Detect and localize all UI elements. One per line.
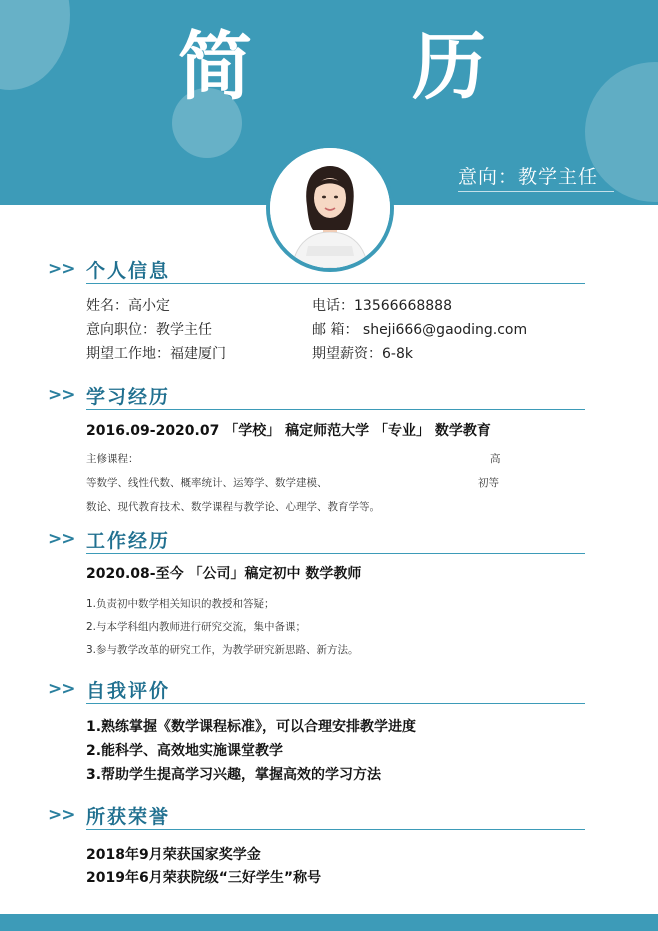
profile-photo [266, 144, 394, 272]
section-title: 所获荣誉 [86, 806, 171, 828]
work-item: 2.与本学科组内教师进行研究交流，集中备课； [86, 621, 307, 633]
self-eval-item: 1.熟练掌握《数学课程标准》，可以合理安排教学进度 [86, 719, 417, 735]
courses-label: 主修课程： [86, 453, 139, 465]
work-item: 1.负责初中数学相关知识的教授和答疑； [86, 598, 275, 610]
section-education [48, 382, 585, 410]
person-avatar-icon [270, 148, 390, 268]
footer-bar [0, 914, 658, 931]
section-divider [86, 409, 585, 410]
work-headline: 2020.08-至今 「公司」稿定初中 数学教师 [86, 566, 362, 582]
name-field: 姓名：高小定 [86, 298, 170, 314]
courses-side-text: 初等 [478, 477, 499, 489]
resume-title-char-1: 简 [178, 24, 252, 110]
salary-field: 期望薪资：6-8k [312, 346, 413, 362]
job-intent: 意向：教学主任 [458, 166, 599, 188]
decor-circle [0, 0, 70, 90]
self-eval-item: 2.能科学、高效地实施课堂教学 [86, 743, 284, 759]
section-honors [48, 802, 585, 830]
section-divider [86, 703, 585, 704]
resume-title-char-2: 历 [412, 24, 486, 110]
chevron-double-right-icon: >> [48, 529, 75, 549]
section-personal-info [48, 256, 585, 284]
phone-field: 电话：13566668888 [312, 298, 452, 314]
section-work [48, 526, 585, 554]
position-field: 意向职位：教学主任 [86, 322, 212, 338]
intent-underline [458, 191, 614, 192]
honor-item: 2019年6月荣获院级“三好学生”称号 [86, 870, 322, 886]
courses-line: 等数学、线性代数、概率统计、运筹学、数学建模、 [86, 477, 328, 489]
work-item: 3.参与教学改革的研究工作，为教学研究新思路、新方法。 [86, 644, 359, 656]
courses-side-text: 高 [490, 453, 501, 465]
section-title: 个人信息 [86, 260, 171, 282]
chevron-double-right-icon: >> [48, 385, 75, 405]
chevron-double-right-icon: >> [48, 679, 75, 699]
section-self-evaluation [48, 676, 585, 704]
email-field: 邮 箱： sheji666@gaoding.com [312, 322, 528, 338]
section-divider [86, 829, 585, 830]
self-eval-item: 3.帮助学生提高学习兴趣，掌握高效的学习方法 [86, 767, 382, 783]
section-divider [86, 553, 585, 554]
courses-line: 数论、现代教育技术、数学课程与教学论、心理学、教育学等。 [86, 501, 380, 513]
honor-item: 2018年9月荣获国家奖学金 [86, 847, 261, 863]
chevron-double-right-icon: >> [48, 259, 75, 279]
section-title: 自我评价 [86, 680, 171, 702]
education-headline: 2016.09-2020.07 「学校」 稿定师范大学 「专业」 数学教育 [86, 423, 491, 439]
section-title: 学习经历 [86, 386, 171, 408]
chevron-double-right-icon: >> [48, 805, 75, 825]
section-divider [86, 283, 585, 284]
section-title: 工作经历 [86, 530, 171, 552]
location-field: 期望工作地：福建厦门 [86, 346, 226, 362]
